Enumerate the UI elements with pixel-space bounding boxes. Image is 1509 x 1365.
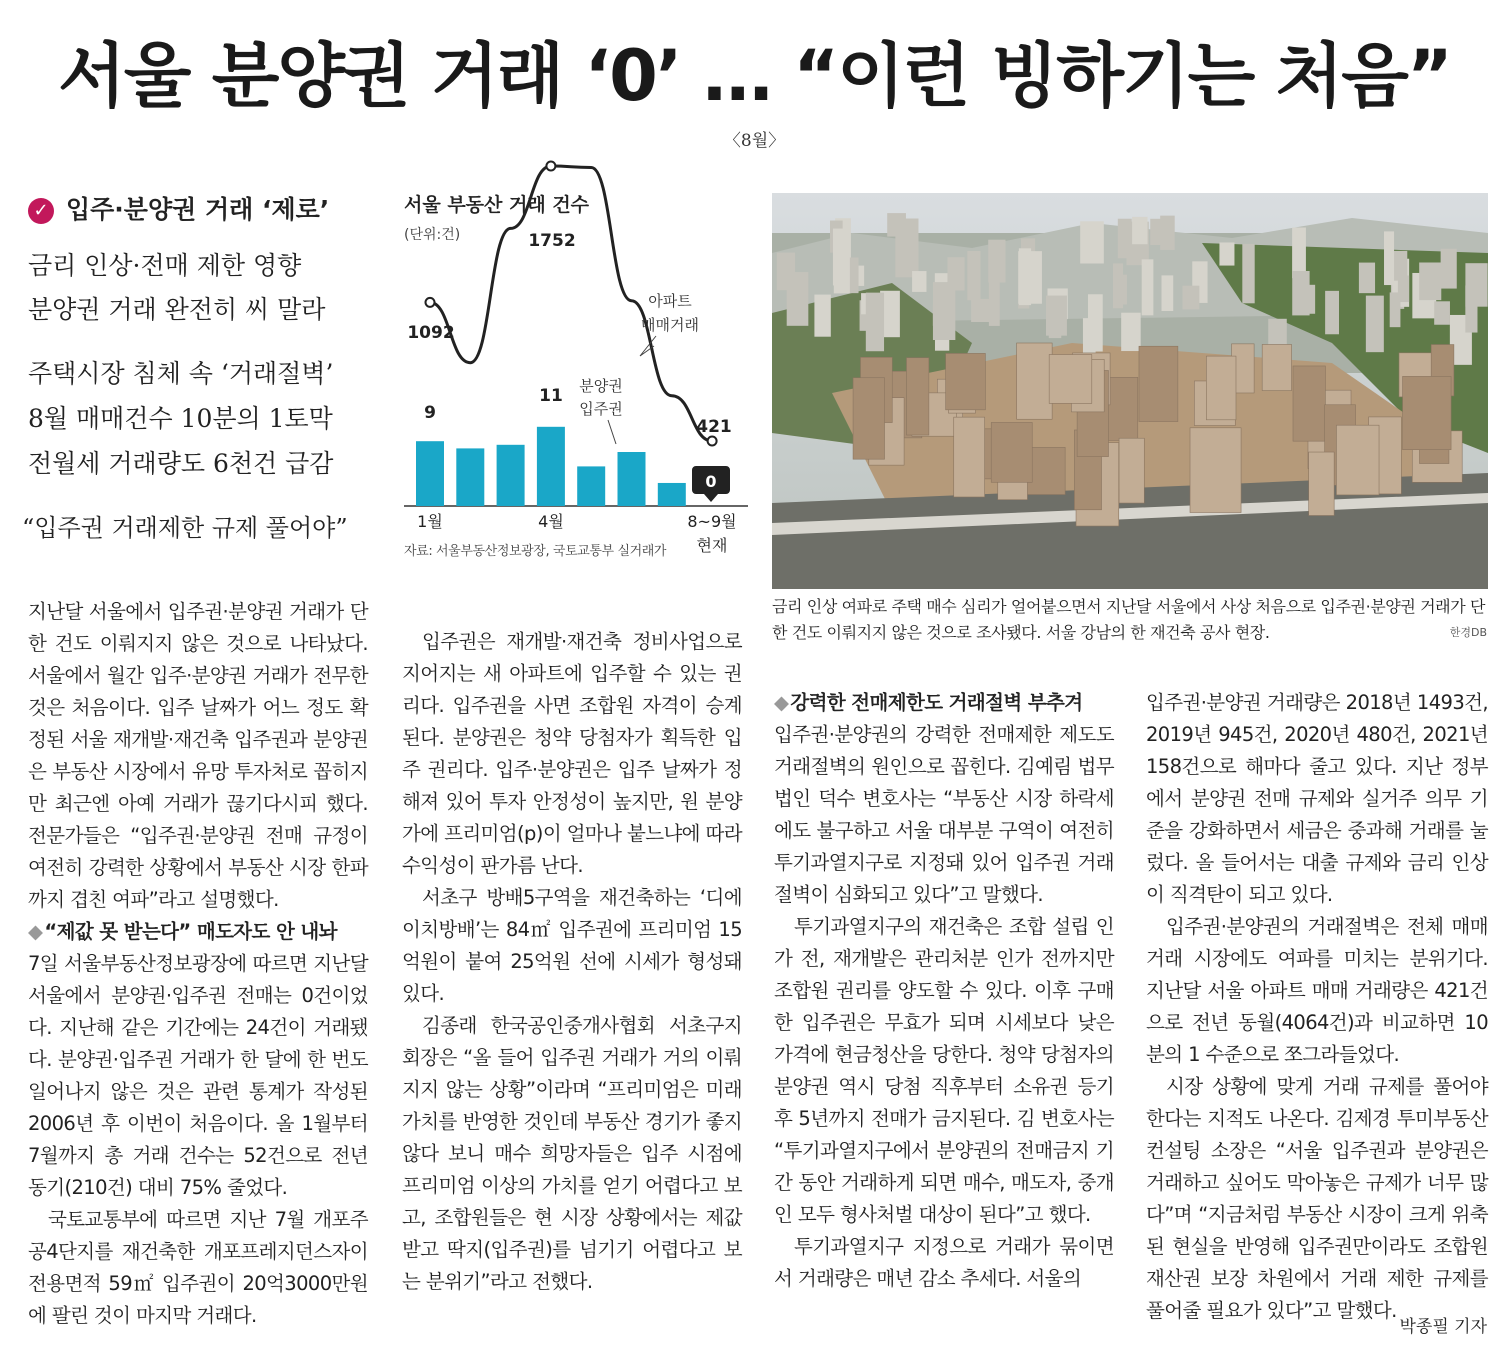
x-tick-label: 4월 <box>538 512 564 531</box>
chart-svg <box>0 0 770 590</box>
photo-building <box>1118 219 1132 259</box>
apartment-series-label: 아파트 <box>648 292 692 310</box>
deck-line: 분양권 거래 완전히 씨 말라 <box>28 295 326 324</box>
photo-building <box>887 213 906 236</box>
photo-building <box>988 240 1005 283</box>
photo-building <box>933 282 955 340</box>
diamond-icon: ◆ <box>28 920 43 943</box>
section-subhead-text: 강력한 전매제한도 거래절벽 부추겨 <box>790 691 1083 714</box>
paragraph: 입주권·분양권의 강력한 전매제한 제도도 거래절벽의 원인으로 꼽힌다. 김예림 법무법인 덕수 변호사는 “부동산 시장 하락세에도 불구하고 서울 대부분 구역이 여전히 투기과열지구로 지정돼 있어 입주권 거래절벽이 심화되고 있다”고 말했다. <box>774 723 1114 906</box>
photo-building-under-construction <box>991 422 1032 482</box>
photo-building <box>1359 263 1375 294</box>
photo-building <box>989 281 1000 326</box>
headline: 서울 분양권 거래 ‘0’ … “이런 빙하기는 처음” <box>58 35 1451 117</box>
article-column-2 <box>402 626 742 1298</box>
photo-caption: 금리 인상 여파로 주택 매수 심리가 얼어붙으면서 지난달 서울에서 사상 처음으로 입주권·분양권 거래가 단 한 건도 이뤄지지 않은 것으로 조사됐다. 서울 강남의 한 재건축 공사 현장. <box>772 597 1486 642</box>
paragraph: 투기과열지구 지정으로 거래가 묶이면서 거래량은 매년 감소 추세다. 서울의 <box>774 1235 1114 1290</box>
photo-building <box>1419 262 1441 300</box>
sub-title-text: 입주·분양권 거래 ‘제로’ <box>66 195 330 224</box>
deck-line: 주택시장 침체 속 ‘거래절벽’ <box>28 359 334 388</box>
apartment-data-point <box>426 298 435 307</box>
presale-series-label: 입주권 <box>579 400 623 418</box>
photo-building-under-construction <box>1403 376 1451 449</box>
photo-building <box>1121 313 1140 351</box>
photo-building-under-construction <box>906 358 928 435</box>
photo-building <box>912 271 926 292</box>
line-data-label: 1092 <box>407 323 455 343</box>
x-tick-label: 1월 <box>417 512 443 531</box>
presale-bar <box>618 452 646 506</box>
presale-bar <box>456 448 484 506</box>
photo-credit: 한경DB <box>1449 626 1487 639</box>
photo-building-under-construction <box>1293 366 1325 441</box>
photo-building <box>1018 251 1042 304</box>
photo-building <box>971 299 990 322</box>
chart-source: 자료: 서울부동산정보광장, 국토교통부 실거래가 <box>404 544 667 559</box>
photo-building <box>1242 244 1254 303</box>
apartment-data-point <box>546 162 555 171</box>
presale-bar <box>497 445 525 506</box>
presale-bar <box>416 441 444 506</box>
section-subhead <box>28 916 368 948</box>
article-column-4 <box>1146 687 1488 1327</box>
chart-unit: (단위:건) <box>404 227 461 243</box>
photo-building <box>1049 304 1061 338</box>
presale-bar <box>537 427 565 506</box>
photo-building-under-construction <box>1049 355 1092 404</box>
photo-building-under-construction <box>1336 425 1379 495</box>
diamond-icon: ◆ <box>774 691 789 714</box>
photo-building-under-construction <box>1206 356 1236 420</box>
bar-data-label: 9 <box>424 403 436 423</box>
section-subhead <box>774 687 1114 719</box>
photo-building <box>1434 301 1450 324</box>
photo-building <box>1080 221 1104 263</box>
photo-building <box>1150 219 1166 245</box>
article-column-1 <box>28 596 368 1332</box>
photo-building-under-construction <box>853 378 884 459</box>
chart-title: 서울 부동산 거래 건수 <box>404 194 590 216</box>
paragraph: 입주권·분양권의 거래절벽은 전체 매매 거래 시장에도 여파를 미치는 분위기다. 지난달 서울 아파트 매매 거래량은 421건으로 전년 동월(4064건)과 비교하면 10분의 1 수준으로 쪼그라들었다. <box>1146 915 1488 1066</box>
photo-building <box>787 272 809 326</box>
photo-building <box>1132 217 1147 244</box>
photo-building-under-construction <box>1190 428 1241 513</box>
photo-building <box>967 251 980 300</box>
section-subhead-text: “제값 못 받는다” 매도자도 안 내놔 <box>44 920 337 943</box>
headline-month-note: 〈8월〉 <box>723 131 786 151</box>
paragraph: 시장 상황에 맞게 거래 규제를 풀어야 한다는 지적도 나온다. 김제경 투미부동산컨설팅 소장은 “서울 입주권과 분양권은 거래하고 싶어도 막아놓은 규제가 너무 많다”며 “지금처럼 부동산 시장이 크게 위축된 현실을 반영해 입주권만이라도 조합원 재산권 보장 차원에서 거래 제한 규제를 풀어줄 필요가 있다”고 말했다. <box>1146 1075 1488 1322</box>
paragraph: 투기과열지구의 재건축은 조합 설립 인가 전, 재개발은 관리처분 인가 전까지만 조합원 권리를 양도할 수 있다. 이후 구매한 입주권은 무효가 되며 시세보다 낮은 가격에 현금청산을 당한다. 청약 당첨자의 분양권 역시 당첨 직후부터 소유권 등기 후 5년까지 전매가 금지된다. 김 변호사는 “투기과열지구에서 분양권의 전매금지 기간 동안 거래하게 되면 매수, 매도자, 중개인 모두 형사처벌 대상이 된다”고 했다. <box>774 915 1114 1226</box>
photo-building-under-construction <box>1119 438 1144 503</box>
photo-building <box>1292 228 1306 279</box>
paragraph: 입주권은 재개발·재건축 정비사업으로 지어지는 새 아파트에 입주할 수 있는 권리다. 입주권을 사면 조합원 자격이 승계된다. 분양권은 청약 당첨자가 획득한 입주 권리다. 입주·분양권은 입주 날짜가 정해져 있어 투자 안정성이 높지만, 원 분양가에 프리미엄(p)이 얼마나 붙느냐에 따라 수익성이 판가름 난다. <box>402 630 742 877</box>
construction-site-photo <box>772 193 1488 589</box>
x-tick-label: 현재 <box>696 536 728 555</box>
deck-quote: “입주권 거래제한 규제 풀어야” <box>22 514 348 542</box>
photo-building <box>1465 285 1477 332</box>
apartment-data-point <box>708 437 717 446</box>
deck-line: 전월세 거래량도 6천건 급감 <box>28 449 334 478</box>
line-data-label: 1752 <box>528 231 576 251</box>
photo-building-under-construction <box>954 417 985 497</box>
bar-data-label: 11 <box>539 386 563 406</box>
photo-building-under-construction <box>1309 452 1334 515</box>
paragraph: 서초구 방배5구역을 재건축하는 ‘디에이치방배’는 84㎡ 입주권에 프리미엄 15억원이 붙여 25억원 선에 시세가 형성돼 있다. <box>402 886 742 1005</box>
photo-building <box>814 295 830 337</box>
photo-building <box>1394 251 1407 281</box>
photo-building-under-construction <box>946 353 986 409</box>
paragraph: 입주권·분양권 거래량은 2018년 1493건, 2019년 945건, 2020년 480건, 2021년 158건으로 해마다 줄고 있다. 지난 정부에서 분양권 전매 규제와 실거주 의무 기준을 강화하면서 세금은 중과해 거래를 눌렀다. 올 들어서는 대출 규제와 금리 인상이 직격탄이 되고 있다. <box>1146 691 1488 906</box>
presale-bar <box>577 466 605 506</box>
photo-building <box>1088 294 1103 351</box>
photo-building <box>1142 259 1154 315</box>
x-tick-label: 8~9월 <box>687 512 737 531</box>
bar-data-label: 0 <box>705 472 717 491</box>
photo-building <box>1441 249 1457 289</box>
presale-callout-line <box>608 420 616 444</box>
photo-building-under-construction <box>1139 346 1178 421</box>
photo-building-under-construction <box>1017 343 1053 419</box>
line-data-label: 421 <box>696 417 732 437</box>
photo-building <box>1384 231 1394 285</box>
photo-building <box>1292 271 1309 315</box>
photo-building <box>1325 291 1339 334</box>
paragraph: 김종래 한국공인중개사협회 서초구지회장은 “올 들어 입주권 거래가 거의 이뤄지지 않는 상황”이라며 “프리미엄은 미래 가치를 반영한 것인데 부동산 경기가 좋지 않다 보니 매수 희망자들은 입주 시점에 프리미엄 이상의 가치를 얻기 어렵다고 보고, 조합원들은 현 시장 상황에서는 제값 받고 딱지(입주권)를 넘기기 어렵다고 보는 분위기”라고 전했다. <box>402 1014 742 1293</box>
photo-building <box>1162 275 1174 311</box>
paragraph: 7일 서울부동산정보광장에 따르면 지난달 서울에서 분양권·입주권 전매는 0건이었다. 지난해 같은 기간에는 24건이 거래됐다. 분양권·입주권 거래가 한 달에 한 번도 일어나지 않은 것은 관련 통계가 작성된 2006년 후 이번이 처음이다. 올 1월부터 7월까지 총 거래 건수는 52건으로 전년 동기(210건) 대비 75% 줄었다. <box>28 952 368 1199</box>
paragraph: 국토교통부에 따르면 지난 7월 개포주공4단지를 재건축한 개포프레지던스자이 전용면적 59㎡ 입주권이 20억3000만원에 팔린 것이 마지막 거래다. <box>28 1208 368 1327</box>
presale-bar <box>658 483 686 506</box>
photo-building-under-construction <box>1262 344 1291 390</box>
byline: 박종필 기자 <box>1399 1317 1487 1337</box>
presale-series-label: 분양권 <box>579 377 623 395</box>
photo-building <box>866 293 884 352</box>
article-column-3 <box>774 687 1114 1295</box>
paragraph: 지난달 서울에서 입주권·분양권 거래가 단 한 건도 이뤄지지 않은 것으로 나타났다. 서울에서 월간 입주·분양권 거래가 전무한 것은 처음이다. 입주 날짜가 어느 정도 확정된 서울 재개발·재건축 입주권과 분양권은 부동산 시장에서 유망 투자처로 꼽히지만 최근엔 아예 거래가 끊기다시피 했다. 전문가들은 “입주권·분양권 전매 규정이 여전히 강력한 상황에서 부동산 시장 한파까지 겹친 여파”라고 설명했다. <box>28 600 368 911</box>
apartment-series-label: 매매거래 <box>641 316 699 334</box>
photo-building <box>1183 286 1200 310</box>
photo-building <box>1366 296 1384 353</box>
deck-line: 8월 매매건수 10분의 1토막 <box>28 404 333 433</box>
photo-building <box>834 247 850 294</box>
photo-building <box>1113 263 1123 308</box>
deck-line: 금리 인상·전매 제한 영향 <box>28 251 302 280</box>
photo-building <box>1219 242 1234 265</box>
check-icon: ✓ <box>28 198 54 224</box>
